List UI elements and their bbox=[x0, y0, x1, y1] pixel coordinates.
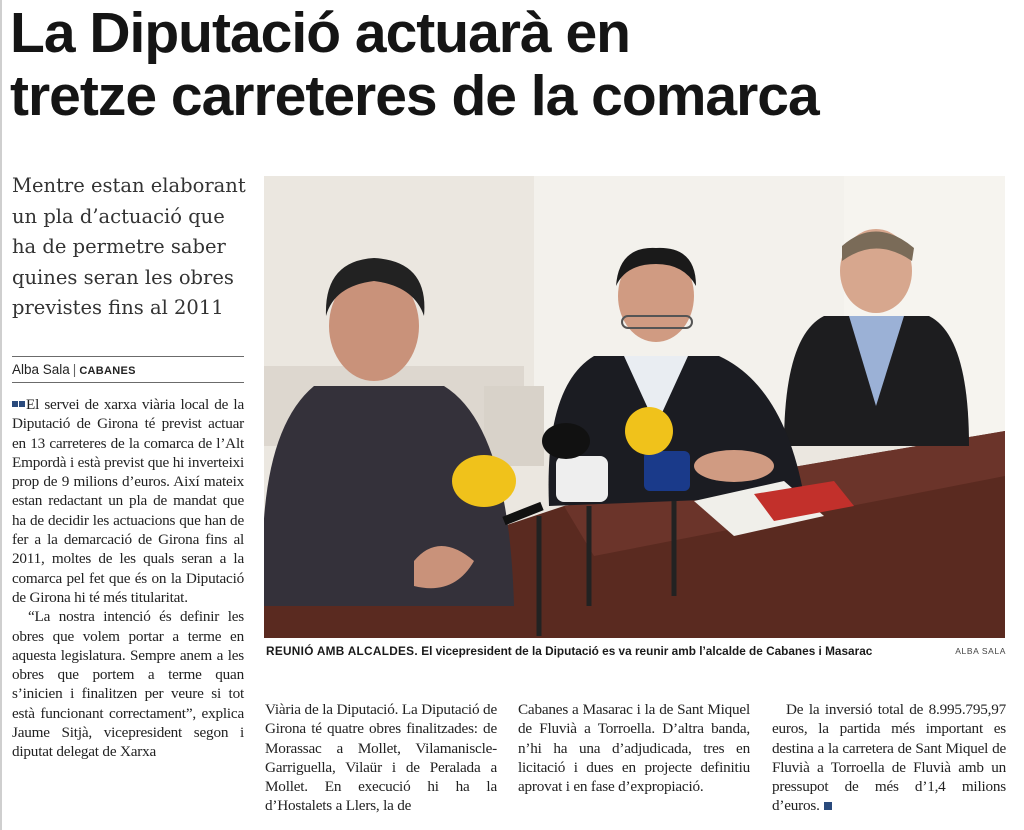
lead-square-icon bbox=[12, 401, 18, 407]
column-2-text: Viària de la Diputació. La Diputació de Girona té quatre obres finalitzades: de Morassac a Mollet, Vilamaniscle-Garriguella, Vilaür i de Peralada a Mollet. En execució hi ha la d’Hostalets a Llers, la de bbox=[265, 701, 497, 815]
paragraph-2: “La nostra intenció és definir les obres que volem portar a terme en aquesta legislatura. Sempre anem a les obres que portem a terme quan s’inicien i finalitzen per veure si tot està funcionant correctament”, explica Jaume Sitjà, vicepresident segon i diputat delegat de Xarxa bbox=[12, 608, 244, 761]
byline-rule-top bbox=[12, 356, 244, 357]
caption-title: REUNIÓ AMB ALCALDES. bbox=[266, 644, 418, 658]
press-conference-illustration bbox=[264, 176, 1005, 638]
headline bbox=[10, 2, 1010, 128]
byline-separator: | bbox=[72, 362, 77, 377]
article-column-3 bbox=[518, 700, 750, 796]
headline-line-2: tretze carreteres de la comarca bbox=[10, 64, 819, 128]
photo-credit: ALBA SALA bbox=[955, 646, 1006, 656]
paragraph-1-text: El servei de xarxa viària local de la Diputació de Girona té previst actuar en 13 carreteres de la comarca de l’Alt Empordà i està previst que hi inverteixi prop de 9 milions d’euros. Així mateix estan redactant un pla de mandat que ha de decidir les actuacions que han de fer a la demarcació de Girona fins al 2011, moltes de les quals seran a la comarca pel fet que és on la Diputació de Girona hi té més titularitat. bbox=[12, 396, 244, 606]
byline-location: CABANES bbox=[79, 365, 136, 377]
headline-line-1: La Diputació actuarà en bbox=[10, 1, 631, 65]
page-edge bbox=[0, 0, 2, 830]
byline-rule-bottom bbox=[12, 382, 244, 383]
news-photo bbox=[264, 176, 1005, 638]
article-column-1 bbox=[12, 395, 244, 762]
lede: Mentre estan elaborant un pla d’actuació que ha de permetre saber quines seran les obres previstes fins al 2011 bbox=[12, 174, 246, 319]
column-4-paragraph bbox=[772, 700, 1006, 816]
column-3-text: Cabanes a Masarac i la de Sant Miquel de Fluvià a Torroella. D’altra banda, n’hi ha una d’adjudicada, tres en licitació i dues en projecte definitiu aprovat i en fase d’expropiació. bbox=[518, 701, 750, 796]
byline bbox=[12, 362, 244, 382]
paragraph-1 bbox=[12, 395, 244, 607]
caption-text: El vicepresident de la Diputació es va reunir amb l’alcalde de Cabanes i Masarac bbox=[421, 644, 873, 658]
column-4-text: De la inversió total de 8.995.795,97 euros, la partida més important es destina a la carretera de Sant Miquel de Fluvià a Torroella de Fluvià amb un pressupot de més d’1,4 milions d’euros. bbox=[772, 701, 1006, 815]
article-column-4 bbox=[772, 700, 1006, 816]
lead-square-icon bbox=[19, 401, 25, 407]
byline-author: Alba Sala bbox=[12, 362, 70, 377]
article-column-2 bbox=[265, 700, 497, 816]
photo-caption bbox=[266, 644, 1006, 662]
end-mark-square-icon bbox=[824, 802, 832, 810]
